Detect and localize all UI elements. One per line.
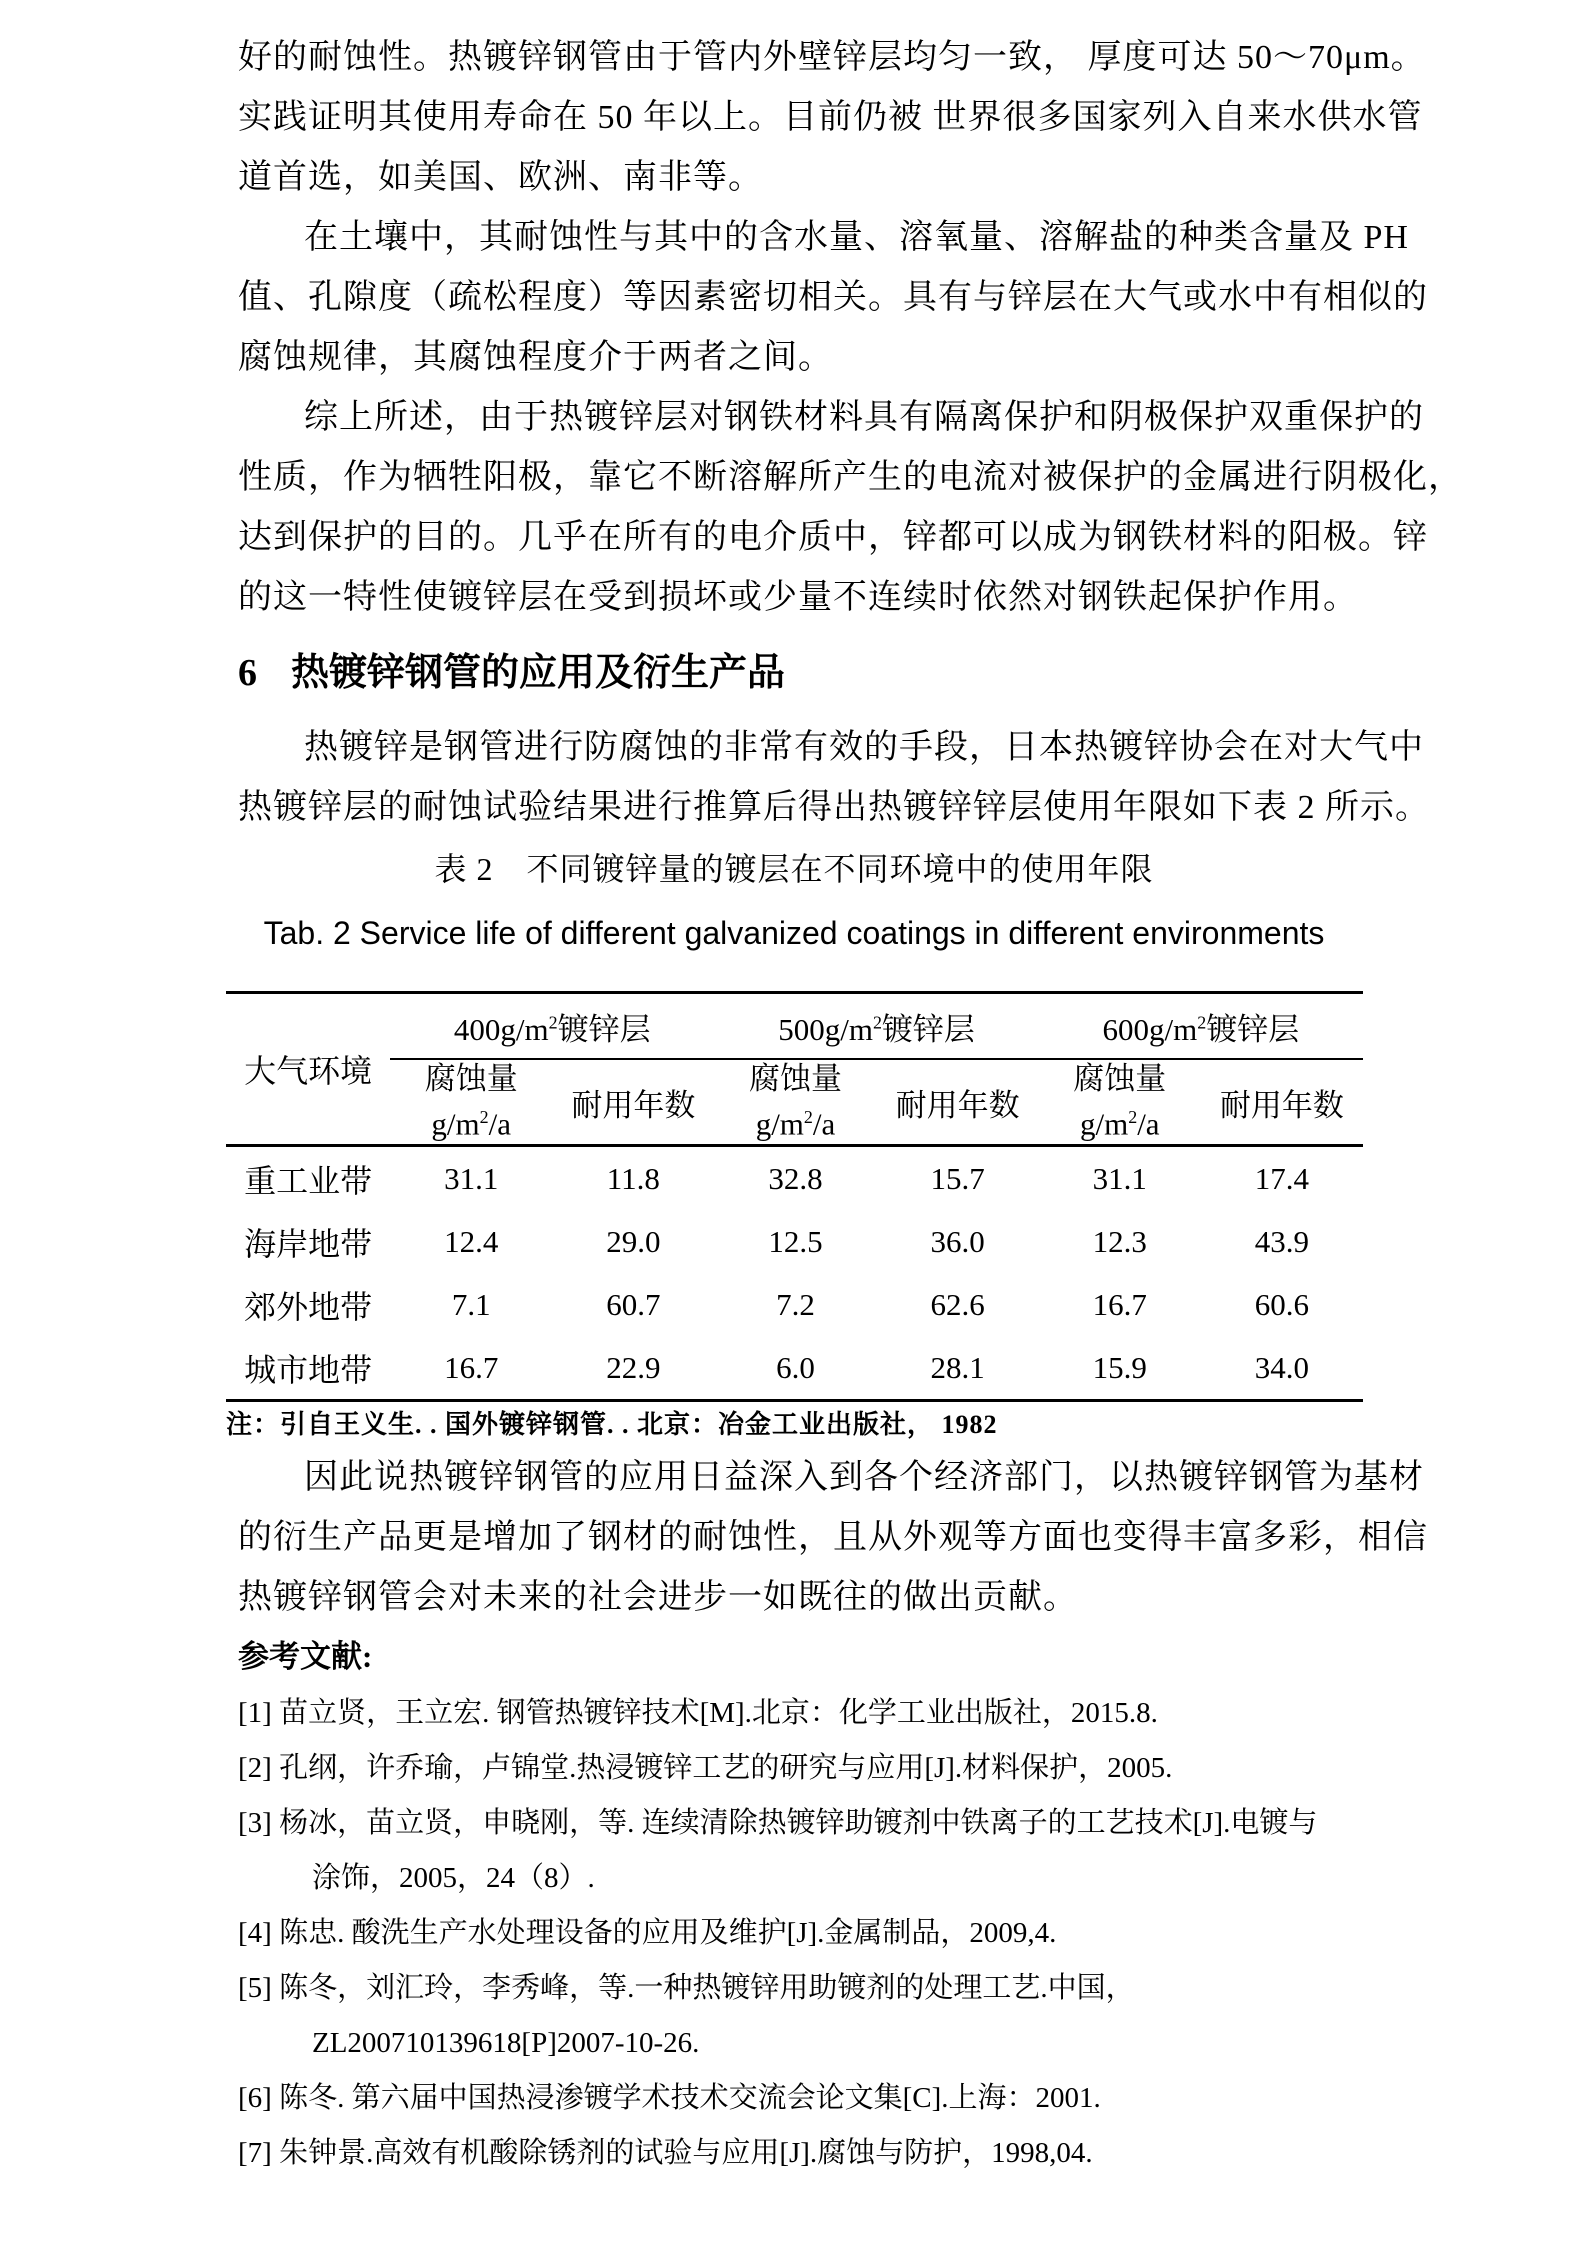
cell-value: 15.7	[930, 1160, 985, 1196]
text-line: 好的耐蚀性。热镀锌钢管由于管内外壁锌层均匀一致， 厚度可达 50～70μm。	[238, 39, 1426, 76]
text-line: 的衍生产品更是增加了钢材的耐蚀性，且从外观等方面也变得丰富多彩，相信	[238, 1519, 1428, 1556]
cell-value: 16.7	[1092, 1286, 1147, 1322]
reference-item-continuation: 涂饰，2005，24（8）.	[312, 1862, 595, 1894]
paragraph-summary-protection	[238, 388, 1463, 628]
table-row-urban	[226, 1336, 1363, 1401]
text-line: 热镀锌层的耐蚀试验结果进行推算后得出热镀锌锌层使用年限如下表 2 所示。	[238, 789, 1430, 826]
text-line: 值、孔隙度（疏松程度）等因素密切相关。具有与锌层在大气或水中有相似的	[238, 279, 1428, 316]
group-label-suffix: 镀锌层	[881, 1011, 975, 1047]
cell-value: 32.8	[768, 1160, 823, 1196]
text-line: 的这一特性使镀锌层在受到损坏或少量不连续时依然对钢铁起保护作用。	[238, 579, 1358, 616]
cell-value: 22.9	[606, 1349, 661, 1385]
reference-item: [2] 孔纲，许乔瑜，卢锦堂.热浸镀锌工艺的研究与应用[J].材料保护，2005.	[238, 1752, 1173, 1784]
header-group-400	[390, 993, 714, 1060]
cell-value: 12.3	[1092, 1223, 1147, 1259]
cell-value: 15.9	[1092, 1349, 1147, 1385]
reference-item-continuation: ZL200710139618[P]2007-10-26.	[312, 2027, 700, 2059]
row-label: 海岸地带	[244, 1225, 373, 1262]
group-label: 600g/m	[1102, 1011, 1198, 1047]
text-line: 腐蚀规律，其腐蚀程度介于两者之间。	[238, 339, 833, 376]
corrosion-label: 腐蚀量	[1073, 1061, 1167, 1097]
table-row-suburban	[226, 1273, 1363, 1336]
reference-item: [7] 朱钟景.高效有机酸除锈剂的试验与应用[J].腐蚀与防护，1998,04.	[238, 2137, 1093, 2169]
service-life-table	[226, 991, 1363, 1402]
corrosion-label: 腐蚀量	[424, 1061, 518, 1097]
paragraph-corrosion-resistance	[238, 28, 1426, 208]
group-label-suffix: 镀锌层	[557, 1011, 651, 1047]
corrosion-label: 腐蚀量	[748, 1061, 842, 1097]
text-line: 综上所述，由于热镀锌层对钢铁材料具有隔离保护和阴极保护双重保护的	[304, 399, 1424, 436]
reference-item: [3] 杨冰，苗立贤，申晓刚，等. 连续清除热镀锌助镀剂中铁离子的工艺技术[J].电镀与	[238, 1807, 1318, 1839]
cell-value: 34.0	[1254, 1349, 1310, 1385]
cell-value: 60.6	[1254, 1286, 1310, 1322]
reference-item: [4] 陈忠. 酸洗生产水处理设备的应用及维护[J].金属制品，2009,4.	[238, 1917, 1057, 1949]
row-label: 城市地带	[244, 1351, 373, 1388]
section-heading	[238, 628, 1350, 718]
group-label: 400g/m	[453, 1011, 549, 1047]
header-corrosion-amount	[390, 1059, 552, 1146]
paragraph-conclusion	[238, 1448, 1428, 1628]
references-heading: 参考文献:	[238, 1639, 373, 1674]
text-line: 道首选，如美国、欧洲、南非等。	[238, 159, 763, 196]
header-service-years: 耐用年数	[1201, 1059, 1363, 1146]
section-title: 热镀锌钢管的应用及衍生产品	[291, 652, 786, 694]
table-source-note: 注：引自王义生. . 国外镀锌钢管. . 北京：冶金工业出版社， 1982	[226, 1410, 998, 1439]
cell-value: 17.4	[1254, 1160, 1310, 1196]
document-content	[226, 28, 1463, 2181]
cell-value: 11.8	[606, 1160, 660, 1196]
header-corrosion-amount	[714, 1059, 876, 1146]
cell-value: 62.6	[930, 1286, 985, 1322]
section-number: 6	[238, 652, 257, 694]
corrosion-unit: $g/m^2/a$	[1079, 1106, 1160, 1142]
paragraph-application-intro	[238, 718, 1430, 838]
cell-value: 29.0	[606, 1223, 661, 1259]
text-line: 实践证明其使用寿命在 50 年以上。目前仍被 世界很多国家列入自来水供水管	[238, 99, 1423, 136]
superscript: 2	[548, 1012, 558, 1033]
references-list	[238, 1686, 1350, 2181]
header-corrosion-amount	[1039, 1059, 1201, 1146]
cell-value: 12.5	[768, 1223, 823, 1259]
header-atmospheric-environment: 大气环境	[226, 993, 390, 1146]
text-line: 因此说热镀锌钢管的应用日益深入到各个经济部门，以热镀锌钢管为基材	[304, 1459, 1424, 1496]
reference-item: [5] 陈冬，刘汇玲，李秀峰，等.一种热镀锌用助镀剂的处理工艺.中国，	[238, 1972, 1135, 2004]
cell-value: 16.7	[444, 1349, 499, 1385]
header-group-500	[714, 993, 1038, 1060]
cell-value: 12.4	[444, 1223, 499, 1259]
header-group-600	[1039, 993, 1363, 1060]
cell-value: 28.1	[930, 1349, 985, 1385]
group-label: 500g/m	[778, 1011, 873, 1047]
cell-value: 7.2	[776, 1286, 815, 1322]
table-caption-cn: 表 2 不同镀锌量的镀层在不同环境中的使用年限	[434, 851, 1154, 887]
row-label: 郊外地带	[244, 1288, 373, 1325]
row-label: 重工业带	[244, 1162, 373, 1199]
text-line: 热镀锌钢管会对未来的社会进步一如既往的做出贡献。	[238, 1579, 1078, 1616]
text-line: 性质，作为牺牲阳极，靠它不断溶解所产生的电流对被保护的金属进行阴极化，	[238, 459, 1463, 496]
cell-value: 31.1	[1092, 1160, 1147, 1196]
table-caption-en: Tab. 2 Service life of different galvanized coatings in different environments	[263, 915, 1325, 951]
superscript: 2	[872, 1012, 882, 1033]
cell-value: 7.1	[451, 1286, 491, 1322]
cell-value: 6.0	[776, 1349, 815, 1385]
superscript: 2	[1197, 1012, 1207, 1033]
text-line: 在土壤中，其耐蚀性与其中的含水量、溶氧量、溶解盐的种类含量及 PH	[304, 219, 1409, 256]
header-service-years: 耐用年数	[877, 1059, 1039, 1146]
text-line: 达到保护的目的。几乎在所有的电介质中，锌都可以成为钢铁材料的阳极。锌	[238, 519, 1428, 556]
table-sub-header-row	[226, 1059, 1363, 1146]
table-group-header-row	[226, 993, 1363, 1060]
paragraph-soil-corrosion	[238, 208, 1428, 388]
text-line: 热镀锌是钢管进行防腐蚀的非常有效的手段，日本热镀锌协会在对大气中	[304, 729, 1424, 766]
reference-item: [6] 陈冬. 第六届中国热浸渗镀学术技术交流会论文集[C].上海：2001.	[238, 2082, 1101, 2114]
cell-value: 43.9	[1254, 1223, 1310, 1259]
corrosion-unit: $g/m^2/a$	[431, 1106, 511, 1142]
reference-item: [1] 苗立贤，王立宏. 钢管热镀锌技术[M].北京：化学工业出版社，2015.8.	[238, 1697, 1158, 1729]
cell-value: 60.7	[606, 1286, 661, 1322]
table-row-coastal	[226, 1210, 1363, 1273]
group-label-suffix: 镀锌层	[1206, 1011, 1300, 1047]
corrosion-unit: $g/m^2/a$	[755, 1106, 836, 1142]
header-service-years: 耐用年数	[552, 1059, 714, 1146]
cell-value: 36.0	[930, 1223, 985, 1259]
cell-value: 31.1	[444, 1160, 499, 1196]
table-row-heavy-industrial	[226, 1146, 1363, 1211]
